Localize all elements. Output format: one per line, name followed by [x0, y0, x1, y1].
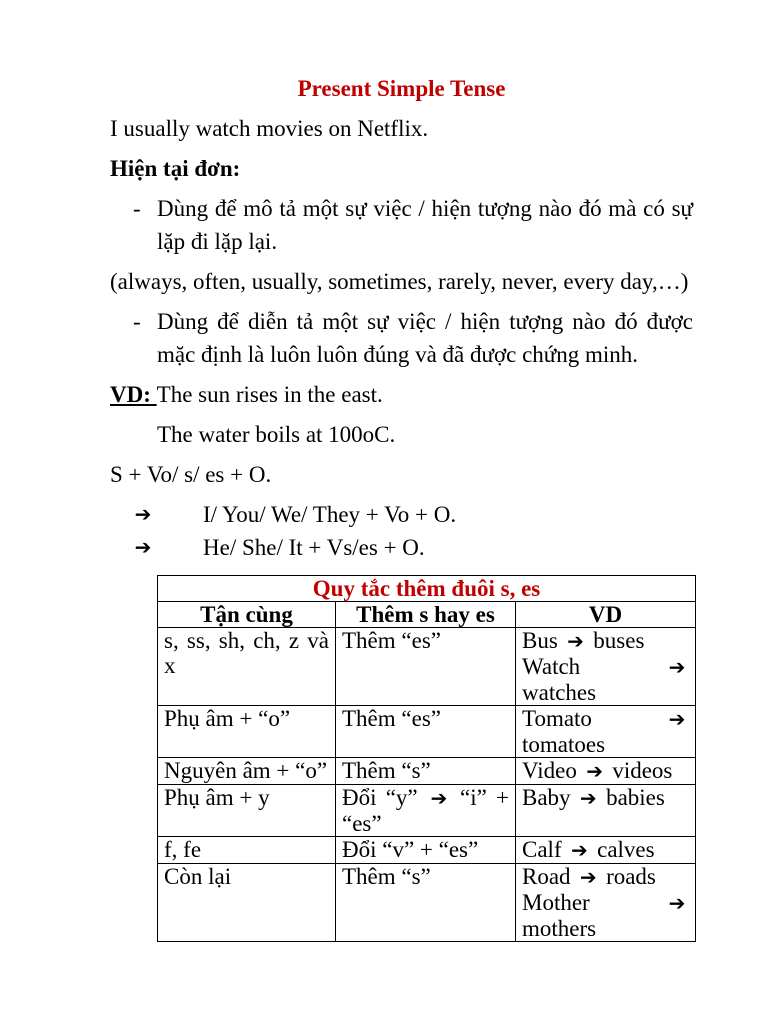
column-header-examples: VD [516, 602, 696, 628]
intro-sentence: I usually watch movies on Netflix. [110, 116, 429, 141]
example-pair: Calf ➔ calves [522, 837, 655, 862]
example-pair: Road ➔ roads [522, 864, 656, 889]
cell-examples [516, 628, 696, 706]
formula: S + Vo/ s/ es + O. [110, 462, 272, 487]
arrow-symbol: ➔ [579, 786, 597, 810]
cell-rule: Đổi “v” + “es” [336, 837, 516, 864]
table-title: Quy tắc thêm đuôi s, es [158, 576, 696, 602]
cell-ending: Nguyên âm + “o” [158, 758, 336, 785]
arrow-symbol: ➔ [586, 759, 603, 783]
column-header-rule: Thêm s hay es [336, 602, 516, 628]
example-sentence: The sun rises in the east. [156, 382, 383, 407]
cell-examples [516, 758, 696, 785]
cell-rule: Thêm “s” [336, 864, 516, 942]
table-row [158, 758, 696, 785]
usage-text: Dùng để mô tả một sự việc / hiện tượng nào đó mà có sự lặp đi lặp lại. [157, 196, 693, 254]
arrow-symbol: ➔ [668, 707, 686, 731]
cell-ending: f, fe [158, 837, 336, 864]
usage-item [110, 305, 693, 371]
table-header-row [158, 602, 696, 628]
cell-examples [516, 785, 696, 837]
usage-item [110, 192, 693, 258]
cell-ending: Phụ âm + “o” [158, 706, 336, 758]
table-row [158, 837, 696, 864]
example-pair: Video ➔ videos [522, 758, 673, 783]
table-row [158, 706, 696, 758]
arrow-symbol: ➔ [134, 502, 152, 526]
example-sentence: The water boils at 100oC. [157, 422, 396, 447]
adverb-list: (always, often, usually, sometimes, rarely, never, every day,…) [110, 269, 689, 294]
bullet-dash: - [133, 309, 141, 334]
example-pair: Watch ➔ watches [522, 654, 689, 705]
table-row [158, 628, 696, 706]
rule-text: He/ She/ It + Vs/es + O. [203, 535, 425, 560]
example-pair: Mother ➔ mothers [522, 890, 689, 941]
column-header-ending: Tận cùng [158, 602, 336, 628]
arrow-symbol: ➔ [570, 838, 588, 862]
section-heading: Hiện tại đơn: [110, 156, 241, 181]
example-line [110, 378, 693, 411]
arrow-symbol: ➔ [134, 535, 152, 559]
cell-rule: Thêm “es” [336, 628, 516, 706]
rule-item [110, 498, 693, 531]
document-body [110, 72, 693, 942]
cell-ending: Còn lại [158, 864, 336, 942]
arrow-symbol: ➔ [430, 786, 448, 810]
example-label: VD: [110, 382, 151, 407]
bullet-dash: - [133, 196, 141, 221]
arrow-symbol: ➔ [668, 655, 686, 679]
cell-rule: Đổi “y” ➔ “i” + “es” [336, 785, 516, 837]
cell-examples [516, 837, 696, 864]
table-row [158, 864, 696, 942]
example-pair: Tomato ➔ tomatoes [522, 706, 689, 757]
rule-text: I/ You/ We/ They + Vo + O. [203, 502, 457, 527]
usage-text: Dùng để diễn tả một sự việc / hiện tượng nào đó được mặc định là luôn luôn đúng và đã được chứng minh. [157, 309, 693, 367]
example-pair: Bus ➔ buses [522, 628, 645, 653]
cell-examples [516, 864, 696, 942]
cell-rule: Thêm “s” [336, 758, 516, 785]
spelling-rules-table [157, 575, 696, 942]
cell-examples [516, 706, 696, 758]
cell-rule: Thêm “es” [336, 706, 516, 758]
arrow-symbol: ➔ [567, 629, 584, 653]
page-title: Present Simple Tense [297, 76, 506, 101]
arrow-symbol: ➔ [579, 865, 597, 889]
cell-ending: s, ss, sh, ch, z và x [158, 628, 336, 706]
rule-item [110, 531, 693, 564]
table-row [158, 785, 696, 837]
table-title-row [158, 576, 696, 602]
arrow-symbol: ➔ [668, 891, 686, 915]
example-pair: Baby ➔ babies [522, 785, 665, 810]
cell-ending: Phụ âm + y [158, 785, 336, 837]
